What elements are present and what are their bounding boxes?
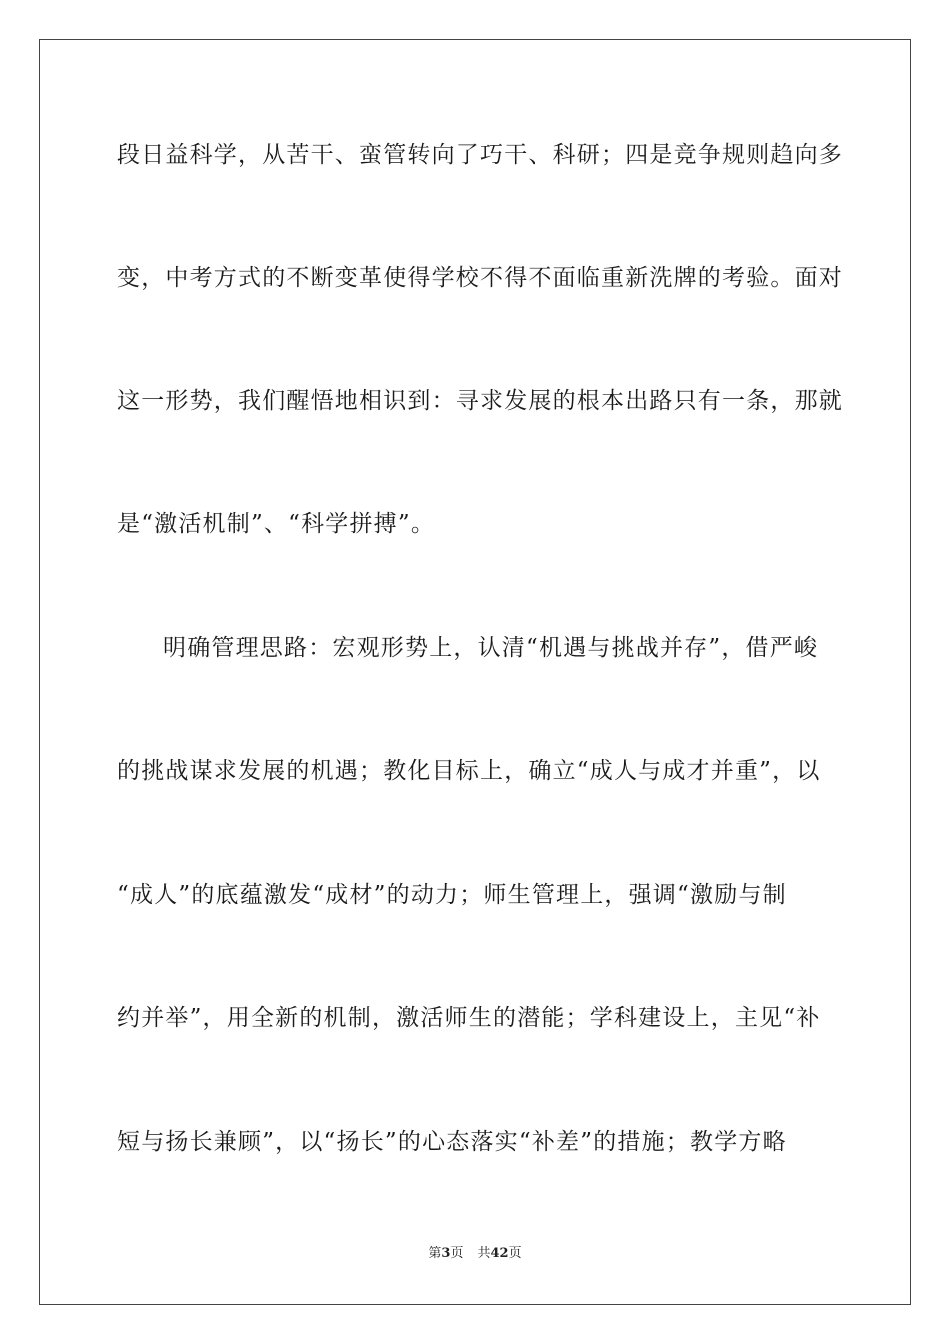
paragraph-start-line: 明确管理思路：宏观形势上，认清“机遇与挑战并存”，借严峻	[163, 635, 819, 661]
page-footer	[0, 1246, 950, 1262]
body-text-line-8: 约并举”，用全新的机制，激活师生的潜能；学科建设上，主见“补	[117, 1005, 821, 1031]
page-border	[39, 39, 911, 1305]
body-text-line-6: 的挑战谋求发展的机遇；教化目标上，确立“成人与成才并重”，以	[117, 758, 821, 784]
total-pages: 42	[490, 1246, 509, 1261]
body-text-line-9: 短与扬长兼顾”，以“扬长”的心态落实“补差”的措施；教学方略	[117, 1129, 787, 1155]
body-text-line-7: “成人”的底蕴激发“成材”的动力；师生管理上，强调“激励与制	[117, 882, 787, 908]
page-number: 3	[441, 1246, 451, 1261]
total-label-suffix: 页	[508, 1246, 522, 1261]
body-text-line-2: 变，中考方式的不断变革使得学校不得不面临重新洗牌的考验。面对	[117, 265, 843, 291]
body-text-line-4: 是“激活机制”、“科学拼搏”。	[117, 511, 436, 537]
body-text-line-3: 这一形势，我们醒悟地相识到：寻求发展的根本出路只有一条，那就	[117, 388, 843, 414]
body-text-line-1: 段日益科学，从苦干、蛮管转向了巧干、科研；四是竞争规则趋向多	[117, 142, 843, 168]
page-label-suffix: 页	[450, 1246, 464, 1261]
page-label-prefix: 第	[428, 1246, 442, 1261]
total-label-prefix: 共	[477, 1246, 491, 1261]
